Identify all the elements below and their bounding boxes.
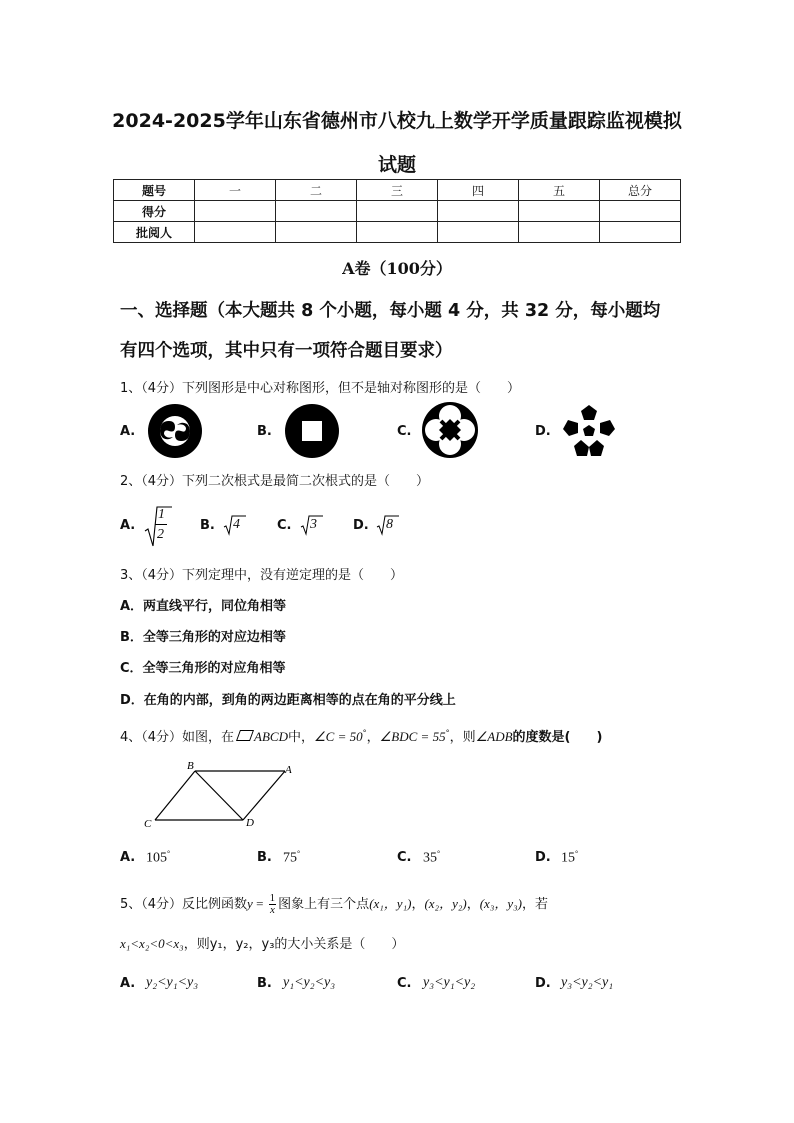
degree-sign: °	[437, 849, 441, 858]
table-cell: 四	[438, 180, 519, 201]
fraction-bar	[155, 524, 167, 525]
q4-option-b-label: B.	[257, 850, 272, 865]
question-5-stem-line1	[120, 893, 548, 916]
q5-option-a-label: A.	[120, 976, 136, 991]
table-cell: 三	[357, 180, 438, 201]
degree-sign: °	[362, 728, 367, 738]
q2-d-radicand: 8	[386, 517, 393, 532]
four-petal-circle-figure	[421, 401, 479, 459]
parallelogram-diagram	[140, 758, 300, 832]
q2-option-c-label: C.	[277, 518, 292, 533]
yin-yang-ring-figure	[147, 403, 203, 459]
vertex-label-b: B	[187, 760, 194, 772]
q5-point-3: (x₃，y₃)	[479, 896, 522, 911]
q4-option-b-value	[283, 849, 300, 867]
vertex-label-d: D	[246, 817, 254, 829]
q4-parallelogram-name: ABCD	[254, 729, 288, 744]
q5-fraction-numerator: 1	[269, 892, 276, 904]
table-cell[interactable]	[438, 201, 519, 222]
q4-option-d-number: 15	[561, 850, 575, 866]
q2-option-b-label: B.	[200, 518, 215, 533]
q2-a-denominator: 2	[157, 527, 164, 542]
q2-option-a-label: A.	[120, 518, 136, 533]
q5-point-2: (x₂，y₂)	[424, 896, 467, 911]
q4-option-c-value	[423, 849, 440, 867]
score-table-row	[114, 180, 681, 201]
q1-option-a-label: A.	[120, 424, 136, 439]
degree-sign: °	[445, 728, 450, 738]
q4-condition-2: ∠BDC = 55	[379, 729, 446, 744]
table-cell: 二	[276, 180, 357, 201]
table-cell: 总分	[600, 180, 681, 201]
q4-prefix: 4、（4分）如图，在	[120, 730, 235, 745]
section-heading-line2: 有四个选项，其中只有一项符合题目要求）	[120, 341, 453, 361]
q5-sep: ，	[466, 897, 480, 912]
q2-c-radicand: 3	[310, 517, 317, 532]
q3-option-c: C．全等三角形的对应角相等	[120, 661, 286, 676]
q3-option-a: A．两直线平行，同位角相等	[120, 599, 287, 614]
table-cell[interactable]	[600, 222, 681, 243]
q4-option-a-number: 105	[146, 850, 167, 866]
q5-condition: x₁<x₂<0<x₃	[120, 936, 184, 951]
square-hole-coin-figure	[284, 403, 340, 459]
question-4-stem	[120, 726, 602, 745]
q1-option-b-label: B.	[257, 424, 272, 439]
score-table-row	[114, 222, 681, 243]
q4-option-b-number: 75	[283, 850, 297, 866]
q4-mid2: ，	[366, 730, 380, 745]
question-2-stem: 2、（4分）下列二次根式是最简二次根式的是（ ）	[120, 474, 430, 489]
degree-sign: °	[575, 849, 579, 858]
vertex-label-c: C	[144, 818, 152, 830]
q4-mid3: ，则	[449, 730, 476, 745]
q5-option-a-value: y₂<y₁<y₃	[146, 975, 199, 990]
question-3-stem: 3、（4分）下列定理中，没有逆定理的是（ ）	[120, 568, 404, 583]
table-cell[interactable]	[276, 201, 357, 222]
degree-sign: °	[297, 849, 301, 858]
q4-option-c-number: 35	[423, 850, 437, 866]
q5-equals: =	[252, 896, 267, 911]
q5-fraction-denominator: x	[269, 904, 275, 916]
q5-fraction	[269, 893, 277, 916]
q4-mid1: 中，	[288, 730, 315, 745]
table-cell[interactable]	[195, 222, 276, 243]
score-table	[113, 179, 681, 243]
question-1-stem: 1、（4分）下列图形是中心对称图形，但不是轴对称图形的是（ ）	[120, 381, 521, 396]
q5-option-c-value: y₃<y₁<y₂	[423, 975, 476, 990]
q5-ask: ，则y₁，y₂，y₃的大小关系是（ ）	[183, 937, 405, 952]
q4-asked-angle: ∠ADB	[475, 729, 513, 744]
q4-option-c-label: C.	[397, 850, 412, 865]
q5-option-b-value: y₁<y₂<y₃	[283, 975, 336, 990]
q5-point-1: (x₁，y₁)	[369, 896, 412, 911]
exam-title-line2: 试题	[377, 154, 416, 176]
table-cell[interactable]	[357, 201, 438, 222]
degree-sign: °	[167, 849, 171, 858]
pentagon-cluster-figure	[561, 403, 617, 459]
table-cell: 批阅人	[114, 222, 195, 243]
table-cell[interactable]	[600, 201, 681, 222]
q5-option-c-label: C.	[397, 976, 412, 991]
q2-b-radicand: 4	[233, 517, 240, 532]
q4-condition-1: ∠C = 50	[314, 729, 363, 744]
q2-a-numerator: 1	[158, 507, 165, 522]
q5-option-d-value: y₃<y₂<y₁	[561, 975, 614, 990]
vertex-label-a: A	[285, 764, 292, 776]
q5-sep: ，	[411, 897, 425, 912]
q4-option-a-label: A.	[120, 850, 136, 865]
q4-option-a-value	[146, 849, 170, 867]
table-cell[interactable]	[519, 201, 600, 222]
q5-option-b-label: B.	[257, 976, 272, 991]
q3-option-b: B．全等三角形的对应边相等	[120, 630, 286, 645]
q3-option-d: D．在角的内部，到角的两边距离相等的点在角的平分线上	[120, 693, 456, 708]
parallelogram-icon	[236, 730, 254, 741]
q4-suffix: 的度数是( )	[512, 730, 603, 745]
q1-option-d-label: D.	[535, 424, 551, 439]
table-cell: 五	[519, 180, 600, 201]
exam-title-line1: 2024-2025学年山东省德州市八校九上数学开学质量跟踪监视模拟	[112, 110, 682, 132]
table-cell: 得分	[114, 201, 195, 222]
q5-function-y: y	[247, 896, 253, 911]
score-table-row	[114, 201, 681, 222]
table-cell[interactable]	[519, 222, 600, 243]
question-5-stem-line2	[120, 933, 404, 952]
q5-tail: ，若	[521, 897, 548, 912]
q5-mid: 图象上有三个点	[278, 897, 370, 912]
q4-option-d-label: D.	[535, 850, 551, 865]
table-cell[interactable]	[438, 222, 519, 243]
table-cell[interactable]	[276, 222, 357, 243]
table-cell[interactable]	[357, 222, 438, 243]
table-cell[interactable]	[195, 201, 276, 222]
q4-option-d-value	[561, 849, 578, 867]
table-cell: 题号	[114, 180, 195, 201]
table-cell: 一	[195, 180, 276, 201]
part-heading: A卷（100分）	[342, 259, 452, 278]
q1-option-c-label: C.	[397, 424, 412, 439]
q5-option-d-label: D.	[535, 976, 551, 991]
section-heading-line1: 一、选择题（本大题共 8 个小题，每小题 4 分，共 32 分，每小题均	[120, 301, 661, 321]
q5-prefix: 5、（4分）反比例函数	[120, 897, 248, 912]
q2-option-d-label: D.	[353, 518, 369, 533]
